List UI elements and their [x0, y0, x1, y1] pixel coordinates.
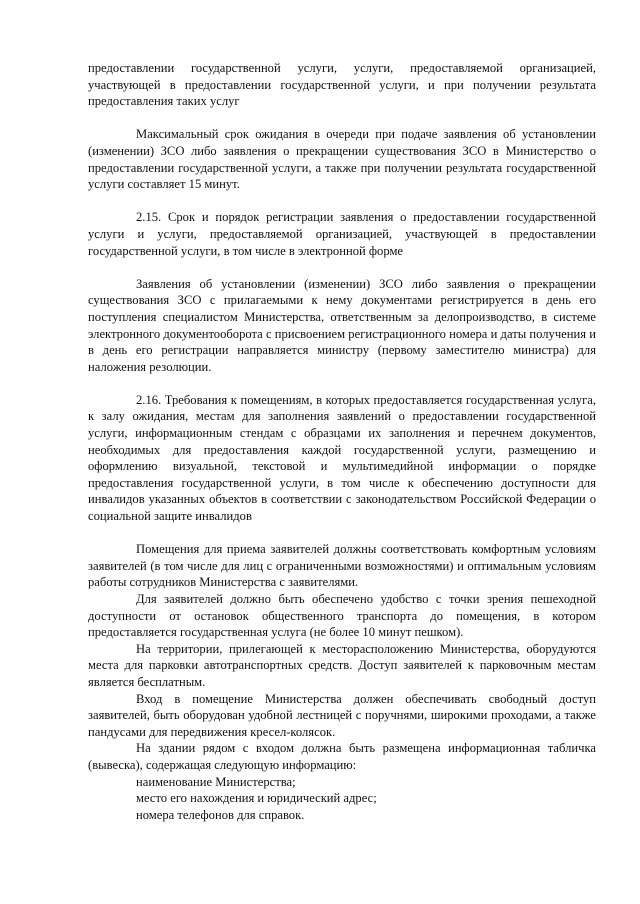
paragraph-signboard: На здании рядом с входом должна быть размещена информационная табличка (вывеска), содержащая следующую информацию:: [88, 741, 596, 772]
paragraph-max-wait-time: Максимальный срок ожидания в очереди при подаче заявления об установлении (изменении) ЗСО либо заявления о прекращении существования ЗСО в Министерство о предоставлении государственной услуги, а также при получении результата государственной услуги составляет 15 минут.: [88, 127, 596, 192]
list-item: наименование Министерства;: [136, 774, 296, 789]
paragraph-continuation: предоставлении государственной услуги, услуги, предоставляемой организацией, участвующей в предоставлении государственной услуги, и при получении результата предоставления таких услуг: [88, 61, 596, 109]
spacer: [88, 375, 596, 392]
spacer: [88, 110, 596, 127]
list-item: место его нахождения и юридический адрес;: [136, 791, 377, 806]
paragraph-registration: Заявления об установлении (изменении) ЗСО либо заявления о прекращении существования ЗСО с прилагаемыми к нему документами регистрируется в день его поступления специалистом Министерства, ответственным за делопроизводство, в системе электронного документооборота с присвоением регистрационного номера и даты получения и в день его регистрации направляется министру (первому заместителю министра) для наложения резолюции.: [88, 276, 596, 374]
paragraph-accessibility: Для заявителей должно быть обеспечено удобство с точки зрения пешеходной доступности от остановок общественного транспорта до помещения, в котором предоставляется государственная услуга (не более 10 минут пешком).: [88, 592, 596, 640]
section-heading-2-15: 2.15. Срок и порядок регистрации заявления о предоставлении государственной услуги и услуги, предоставляемой организацией, участвующей в предоставлении государственной услуги, в том числе в электронной форме: [88, 210, 596, 258]
spacer: [88, 525, 596, 542]
paragraph-premises: Помещения для приема заявителей должны соответствовать комфортным условиям заявителей (в том числе для лиц с ограниченными возможностями) и оптимальным условиям работы сотрудников Министерства с заявителями.: [88, 542, 596, 590]
paragraph-parking: На территории, прилегающей к месторасположению Министерства, оборудуются места для парковки автотранспортных средств. Доступ заявителей к парковочным местам является бесплатным.: [88, 641, 596, 689]
spacer: [88, 259, 596, 276]
section-heading-2-16: 2.16. Требования к помещениям, в которых предоставляется государственная услуга, к залу ожидания, местам для заполнения заявлений о предоставлении государственной услуги, информационным стендам с образцами их заполнения и перечнем документов, необходимых для предоставления каждой государственной услуги, размещению и оформлению визуальной, текстовой и мультимедийной информации о порядке предоставления государственной услуги, в том числе к обеспечению доступности для инвалидов указанных объектов в соответствии с законодательством Российской Федерации о социальной защите инвалидов: [88, 392, 596, 524]
spacer: [88, 193, 596, 210]
paragraph-entrance: Вход в помещение Министерства должен обеспечивать свободный доступ заявителей, быть оборудован удобной лестницей с поручнями, широкими проходами, а также пандусами для передвижения кресел-колясок.: [88, 691, 596, 739]
list-item: номера телефонов для справок.: [136, 807, 305, 822]
document-page: [88, 60, 596, 823]
